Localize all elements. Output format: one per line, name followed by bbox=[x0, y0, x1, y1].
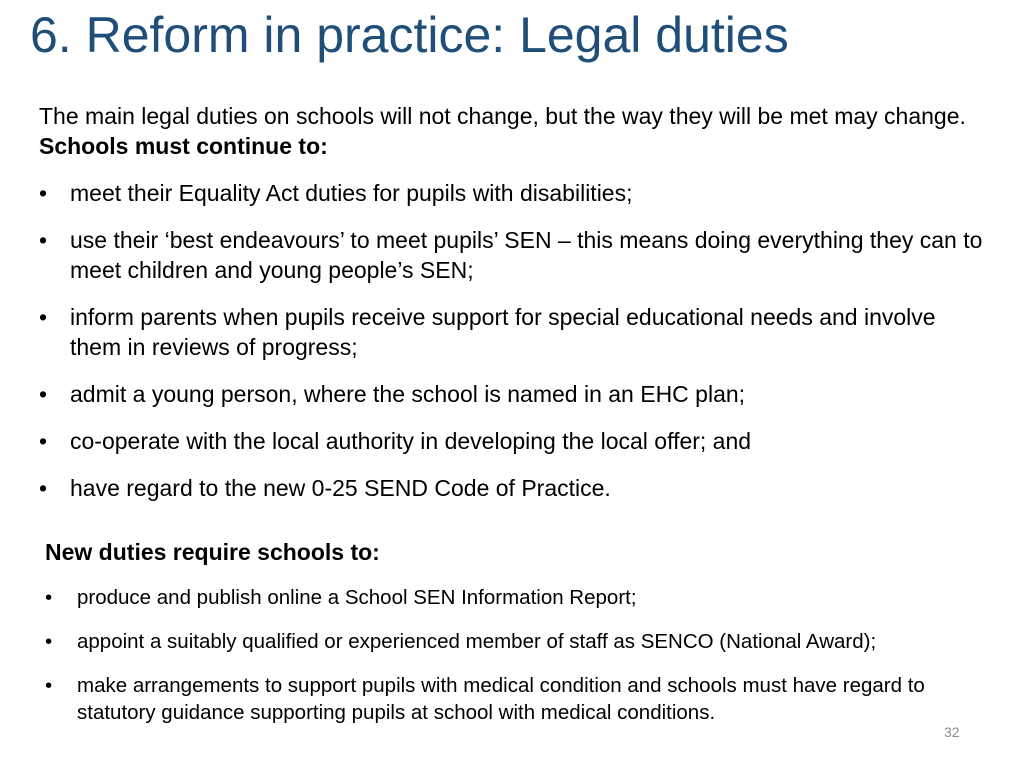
list-item bbox=[39, 426, 989, 456]
list-item bbox=[45, 628, 1005, 655]
continue-duties-list bbox=[39, 178, 989, 520]
list-item-text: make arrangements to support pupils with medical condition and schools must have regard to statutory guidance supporting pupils at school with medical conditions. bbox=[77, 674, 925, 724]
bullet-icon: • bbox=[39, 304, 48, 330]
bullet-icon: • bbox=[45, 586, 53, 609]
new-duties-heading: New duties require schools to: bbox=[45, 539, 380, 565]
bullet-icon: • bbox=[39, 428, 48, 454]
list-item bbox=[45, 584, 1005, 611]
intro-paragraph bbox=[39, 101, 999, 161]
list-item bbox=[39, 473, 989, 503]
list-item-text: produce and publish online a School SEN Information Report; bbox=[77, 586, 637, 609]
slide-title: 6. Reform in practice: Legal duties bbox=[30, 7, 789, 63]
list-item bbox=[39, 302, 989, 362]
list-item bbox=[39, 225, 989, 285]
bullet-icon: • bbox=[45, 630, 53, 653]
list-item-text: admit a young person, where the school is named in an EHC plan; bbox=[70, 381, 746, 407]
list-item-text: appoint a suitably qualified or experienced member of staff as SENCO (National Award); bbox=[77, 630, 877, 653]
list-item bbox=[39, 379, 989, 409]
list-item bbox=[39, 178, 989, 208]
list-item-text: have regard to the new 0-25 SEND Code of Practice. bbox=[70, 475, 611, 501]
bullet-icon: • bbox=[39, 381, 48, 407]
bullet-icon: • bbox=[39, 475, 48, 501]
bullet-icon: • bbox=[39, 180, 48, 206]
list-item-text: inform parents when pupils receive support for special educational needs and involve them in reviews of progress; bbox=[70, 304, 936, 360]
list-item bbox=[45, 672, 1005, 726]
page-number: 32 bbox=[944, 724, 960, 740]
bullet-icon: • bbox=[45, 674, 53, 697]
list-item-text: co-operate with the local authority in developing the local offer; and bbox=[70, 428, 752, 454]
list-item-text: use their ‘best endeavours’ to meet pupils’ SEN – this means doing everything they can to meet children and young people’s SEN; bbox=[70, 227, 983, 283]
intro-bold-text: Schools must continue to: bbox=[39, 133, 328, 159]
bullet-icon: • bbox=[39, 227, 48, 253]
intro-text: The main legal duties on schools will not change, but the way they will be met may change. bbox=[39, 103, 966, 129]
list-item-text: meet their Equality Act duties for pupils with disabilities; bbox=[70, 180, 633, 206]
new-duties-list bbox=[45, 584, 1005, 743]
